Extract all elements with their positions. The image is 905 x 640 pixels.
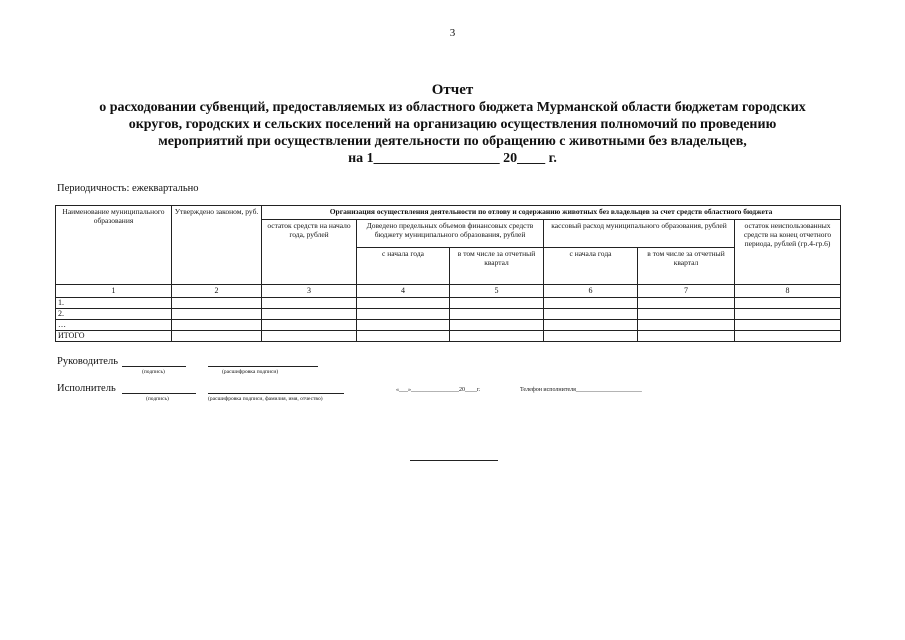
phone-field: Телефон исполнителя______________________ [520,387,642,393]
table-cell [544,320,638,331]
column-number: 3 [262,285,357,298]
column-number: 5 [450,285,544,298]
header-limits-year: с начала года [357,248,450,285]
table-cell [638,331,735,342]
periodicity: Периодичность: ежеквартально [57,183,199,194]
table-cell [450,309,544,320]
column-number: 4 [357,285,450,298]
table-cell [262,320,357,331]
head-sign-line [122,356,186,367]
title-line-4: на 1__________________ 20____ г. [348,151,557,166]
report-title [40,82,865,167]
table-cell [262,298,357,309]
table-cell [357,298,450,309]
table-cell [172,320,262,331]
table-cell [450,320,544,331]
table-row [56,298,841,309]
header-group: Организация осуществления деятельности по отлову и содержанию животных без владельцев за счет средств областного бюджета [262,206,841,220]
page-number: 3 [449,27,456,39]
table-cell [172,298,262,309]
table-cell [638,298,735,309]
table-cell [172,331,262,342]
row-label: ИТОГО [56,331,172,342]
row-label: 1. [56,298,172,309]
header-balance-start: остаток средств на начало года, рублей [262,220,357,285]
bottom-divider [410,460,498,461]
table-cell [735,298,841,309]
header-cash: кассовый расход муниципального образования, рублей [544,220,735,248]
table-cell [544,298,638,309]
table-cell [450,298,544,309]
table-cell [735,331,841,342]
table-cell [544,309,638,320]
table-cell [262,331,357,342]
executor-decode-line [208,383,344,394]
column-number: 1 [56,285,172,298]
row-label: 2. [56,309,172,320]
executor-sign-line [122,383,196,394]
head-decode-caption: (расшифровка подписи) [222,369,279,375]
header-municipality: Наименование муниципального образования [56,206,172,285]
title-line-2: округов, городских и сельских поселений на организацию осуществления полномочий по проведению [128,117,777,132]
column-number: 7 [638,285,735,298]
table-row [56,320,841,331]
report-table [55,205,841,342]
executor-label: Исполнитель [57,383,116,394]
table-cell [735,309,841,320]
date-field: «___»________________20____г. [396,387,481,393]
table-cell [262,309,357,320]
table-cell [544,331,638,342]
header-approved: Утверждено законом, руб. [172,206,262,285]
header-cash-year: с начала года [544,248,638,285]
executor-sign-caption: (подпись) [146,396,169,402]
head-decode-line [208,356,318,367]
header-limits-quarter: в том числе за отчетный квартал [450,248,544,285]
table-cell [638,309,735,320]
title-line-1: о расходовании субвенций, предоставляемых из областного бюджета Мурманской области бюджетам городских [99,100,806,115]
row-label: … [56,320,172,331]
table-row [56,309,841,320]
table-row-total [56,331,841,342]
table-cell [357,331,450,342]
table-cell [735,320,841,331]
column-number-row [56,285,841,298]
head-sign-caption: (подпись) [142,369,165,375]
header-balance-end: остаток неиспользованных средств на конец отчетного периода, рублей (гр.4-гр.6) [735,220,841,285]
executor-decode-caption: (расшифровка подписи, фамилия, имя, отчество) [208,396,323,402]
column-number: 8 [735,285,841,298]
head-label: Руководитель [57,356,118,367]
header-limits: Доведено предельных объемов финансовых средств бюджету муниципального образования, рублей [357,220,544,248]
column-number: 2 [172,285,262,298]
table-cell [450,331,544,342]
table-cell [357,309,450,320]
title-line-3: мероприятий при осуществлении деятельности по обращению с животными без владельцев, [158,134,747,149]
table-cell [638,320,735,331]
column-number: 6 [544,285,638,298]
header-cash-quarter: в том числе за отчетный квартал [638,248,735,285]
table-cell [172,309,262,320]
title-heading: Отчет [431,82,474,98]
table-cell [357,320,450,331]
